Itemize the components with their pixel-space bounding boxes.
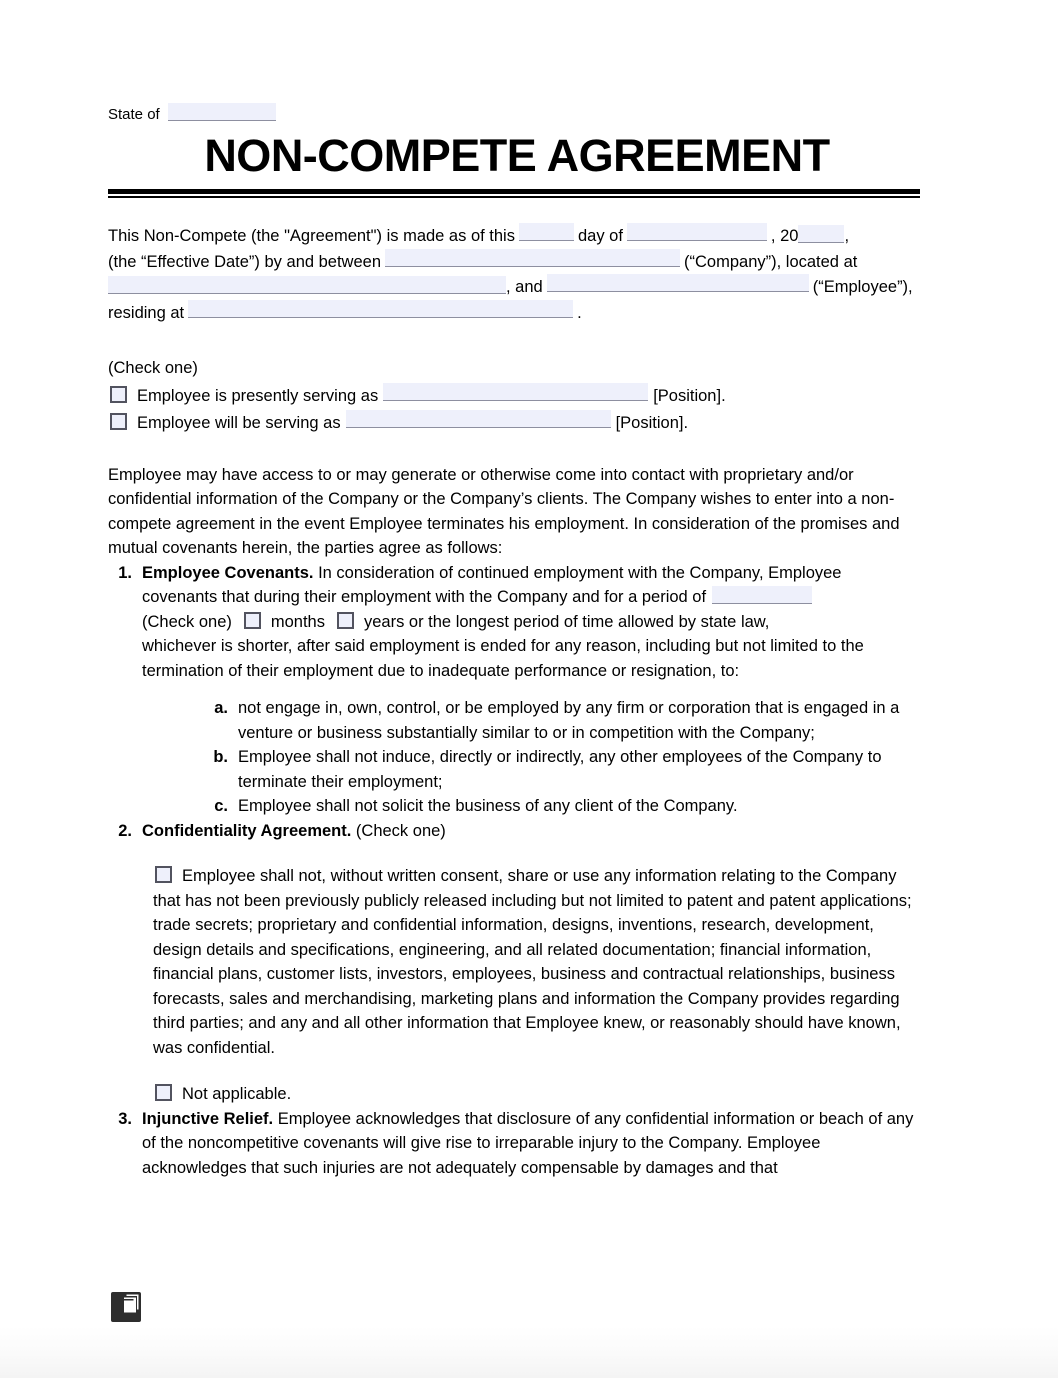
section-2-title: Confidentiality Agreement. xyxy=(142,821,352,840)
sub-item-letter: a. xyxy=(214,699,228,717)
section-1-body-b: whichever is shorter, after said employment is ended for any reason, including but not limited to the termination of their employment due to inadequate performance or resignation, to: xyxy=(142,637,864,680)
checkbox-will-be-serving-icon[interactable] xyxy=(110,413,127,430)
sub-item-text: Employee shall not solicit the business of any client of the Company. xyxy=(238,797,738,815)
intro-text-2: day of xyxy=(577,227,623,245)
position-option-present-label: Employee is presently serving as xyxy=(137,386,379,405)
section-1 xyxy=(108,561,920,819)
sub-item-letter: b. xyxy=(213,748,228,766)
employee-name-field[interactable] xyxy=(547,274,809,292)
section-3-number: 3. xyxy=(118,1109,132,1128)
intro-text-4: , xyxy=(844,227,850,245)
position-option-present-suffix: [Position]. xyxy=(653,386,726,405)
position-check-block xyxy=(108,356,920,436)
page-title: NON-COMPETE AGREEMENT xyxy=(204,130,830,181)
intro-text-1: This Non-Compete (the "Agreement") is made as of this xyxy=(108,227,515,245)
state-label: State of xyxy=(108,106,160,123)
checkbox-not-applicable-icon[interactable] xyxy=(155,1084,172,1101)
section-1-sublist xyxy=(142,696,920,819)
position-option-future-suffix: [Position]. xyxy=(615,414,689,432)
confidentiality-option-confidential[interactable] xyxy=(153,864,919,1060)
section-1-years-label: years or the longest period of time allowed by state law, xyxy=(363,612,770,631)
section-1-body-a: In consideration of continued employment with the Company, Employee covenants that during their employment with the Company and for a period of xyxy=(142,563,842,606)
section-1-number: 1. xyxy=(118,563,132,582)
state-line xyxy=(108,0,920,125)
sub-item-text: not engage in, own, control, or be employed by any firm or corporation that is engaged in a venture or business substantially similar to or in competition with the Company; xyxy=(238,699,900,742)
section-3-title: Injunctive Relief. xyxy=(142,1109,274,1128)
page-bottom-shade xyxy=(0,1326,1058,1378)
future-position-field[interactable] xyxy=(346,410,611,428)
position-option-future-label: Employee will be serving as xyxy=(137,414,341,432)
check-one-heading: (Check one) xyxy=(108,359,198,377)
employee-access-paragraph: Employee may have access to or may generate or otherwise come into contact with proprietary and/or confidential information of the Company or the Company’s clients. The Company wishes to enter into a non-compete agreement in the event Employee terminates his employment. In consideration of the promises and mutual covenants herein, the parties agree as follows: xyxy=(108,465,900,557)
period-length-field[interactable] xyxy=(712,586,812,604)
intro-text-5: (the “Effective Date”) by and between xyxy=(108,252,382,271)
confidentiality-option-label: Employee shall not, without written consent, share or use any information relating to the Company that has not been previously publicly released including but not limited to patent and patent applications; trade secrets; proprietary and confidential information, designs, inventions, research, development, design details and specifications, engineering, and all related documentation; financial information, financial plans, customer lists, investors, employees, business and contractual relationships, business forecasts, sales and merchandising, marketing plans and information the Company provides regarding third parties; and any and all other information that Employee knew, or reasonably should have known, was confidential. xyxy=(153,867,912,1057)
checkbox-presently-serving-icon[interactable] xyxy=(110,386,127,403)
sub-item-letter: c. xyxy=(214,797,228,815)
intro-text-9: residing at xyxy=(108,303,185,322)
position-option-future[interactable] xyxy=(108,410,920,436)
document-content xyxy=(108,0,920,1180)
month-field[interactable] xyxy=(627,223,767,241)
list-item xyxy=(208,794,920,819)
section-2-check-one: (Check one) xyxy=(355,821,446,840)
section-2 xyxy=(108,819,920,844)
sub-item-text: Employee shall not induce, directly or indirectly, any other employees of the Company to terminate their employment; xyxy=(238,748,882,791)
present-position-field[interactable] xyxy=(383,383,648,401)
section-1-check-one: (Check one) xyxy=(142,612,232,631)
section-3-body: Employee acknowledges that disclosure of any confidential information or beach of any of the noncompetitive covenants will give rise to irreparable injury to the Company. Employee acknowledges that such injuries are not adequately compensable by damages and that xyxy=(142,1109,914,1177)
checkbox-confidentiality-icon[interactable] xyxy=(155,866,172,883)
confidentiality-option-not-applicable[interactable] xyxy=(153,1082,920,1107)
section-1-item xyxy=(108,561,920,819)
intro-text-8: (“Employee”), xyxy=(812,278,913,296)
checkbox-years-icon[interactable] xyxy=(337,612,354,629)
position-option-present[interactable] xyxy=(108,383,920,409)
intro-text-7: , and xyxy=(506,278,543,296)
section-1-months-label: months xyxy=(270,612,325,631)
header-rule xyxy=(108,189,920,198)
header-rule-thin xyxy=(108,196,920,198)
section-3 xyxy=(108,1107,920,1181)
year-field[interactable] xyxy=(798,225,844,243)
list-item xyxy=(208,745,920,794)
legal-templates-logo-icon xyxy=(111,1292,141,1322)
employee-address-field[interactable] xyxy=(188,300,573,318)
section-2-number: 2. xyxy=(118,821,132,840)
list-item xyxy=(208,696,920,745)
intro-text-3: , 20 xyxy=(770,227,799,245)
section-3-item xyxy=(108,1107,920,1181)
intro-text-10: . xyxy=(577,303,582,322)
not-applicable-label: Not applicable. xyxy=(182,1085,292,1103)
day-field[interactable] xyxy=(519,223,574,241)
company-address-field[interactable] xyxy=(108,276,506,294)
state-field[interactable] xyxy=(168,103,276,121)
section-2-item xyxy=(108,819,920,844)
intro-text-6: (“Company”), located at xyxy=(684,252,858,271)
checkbox-months-icon[interactable] xyxy=(244,612,261,629)
company-name-field[interactable] xyxy=(385,249,680,267)
section-1-title: Employee Covenants. xyxy=(142,563,314,582)
intro-paragraph xyxy=(108,223,920,325)
